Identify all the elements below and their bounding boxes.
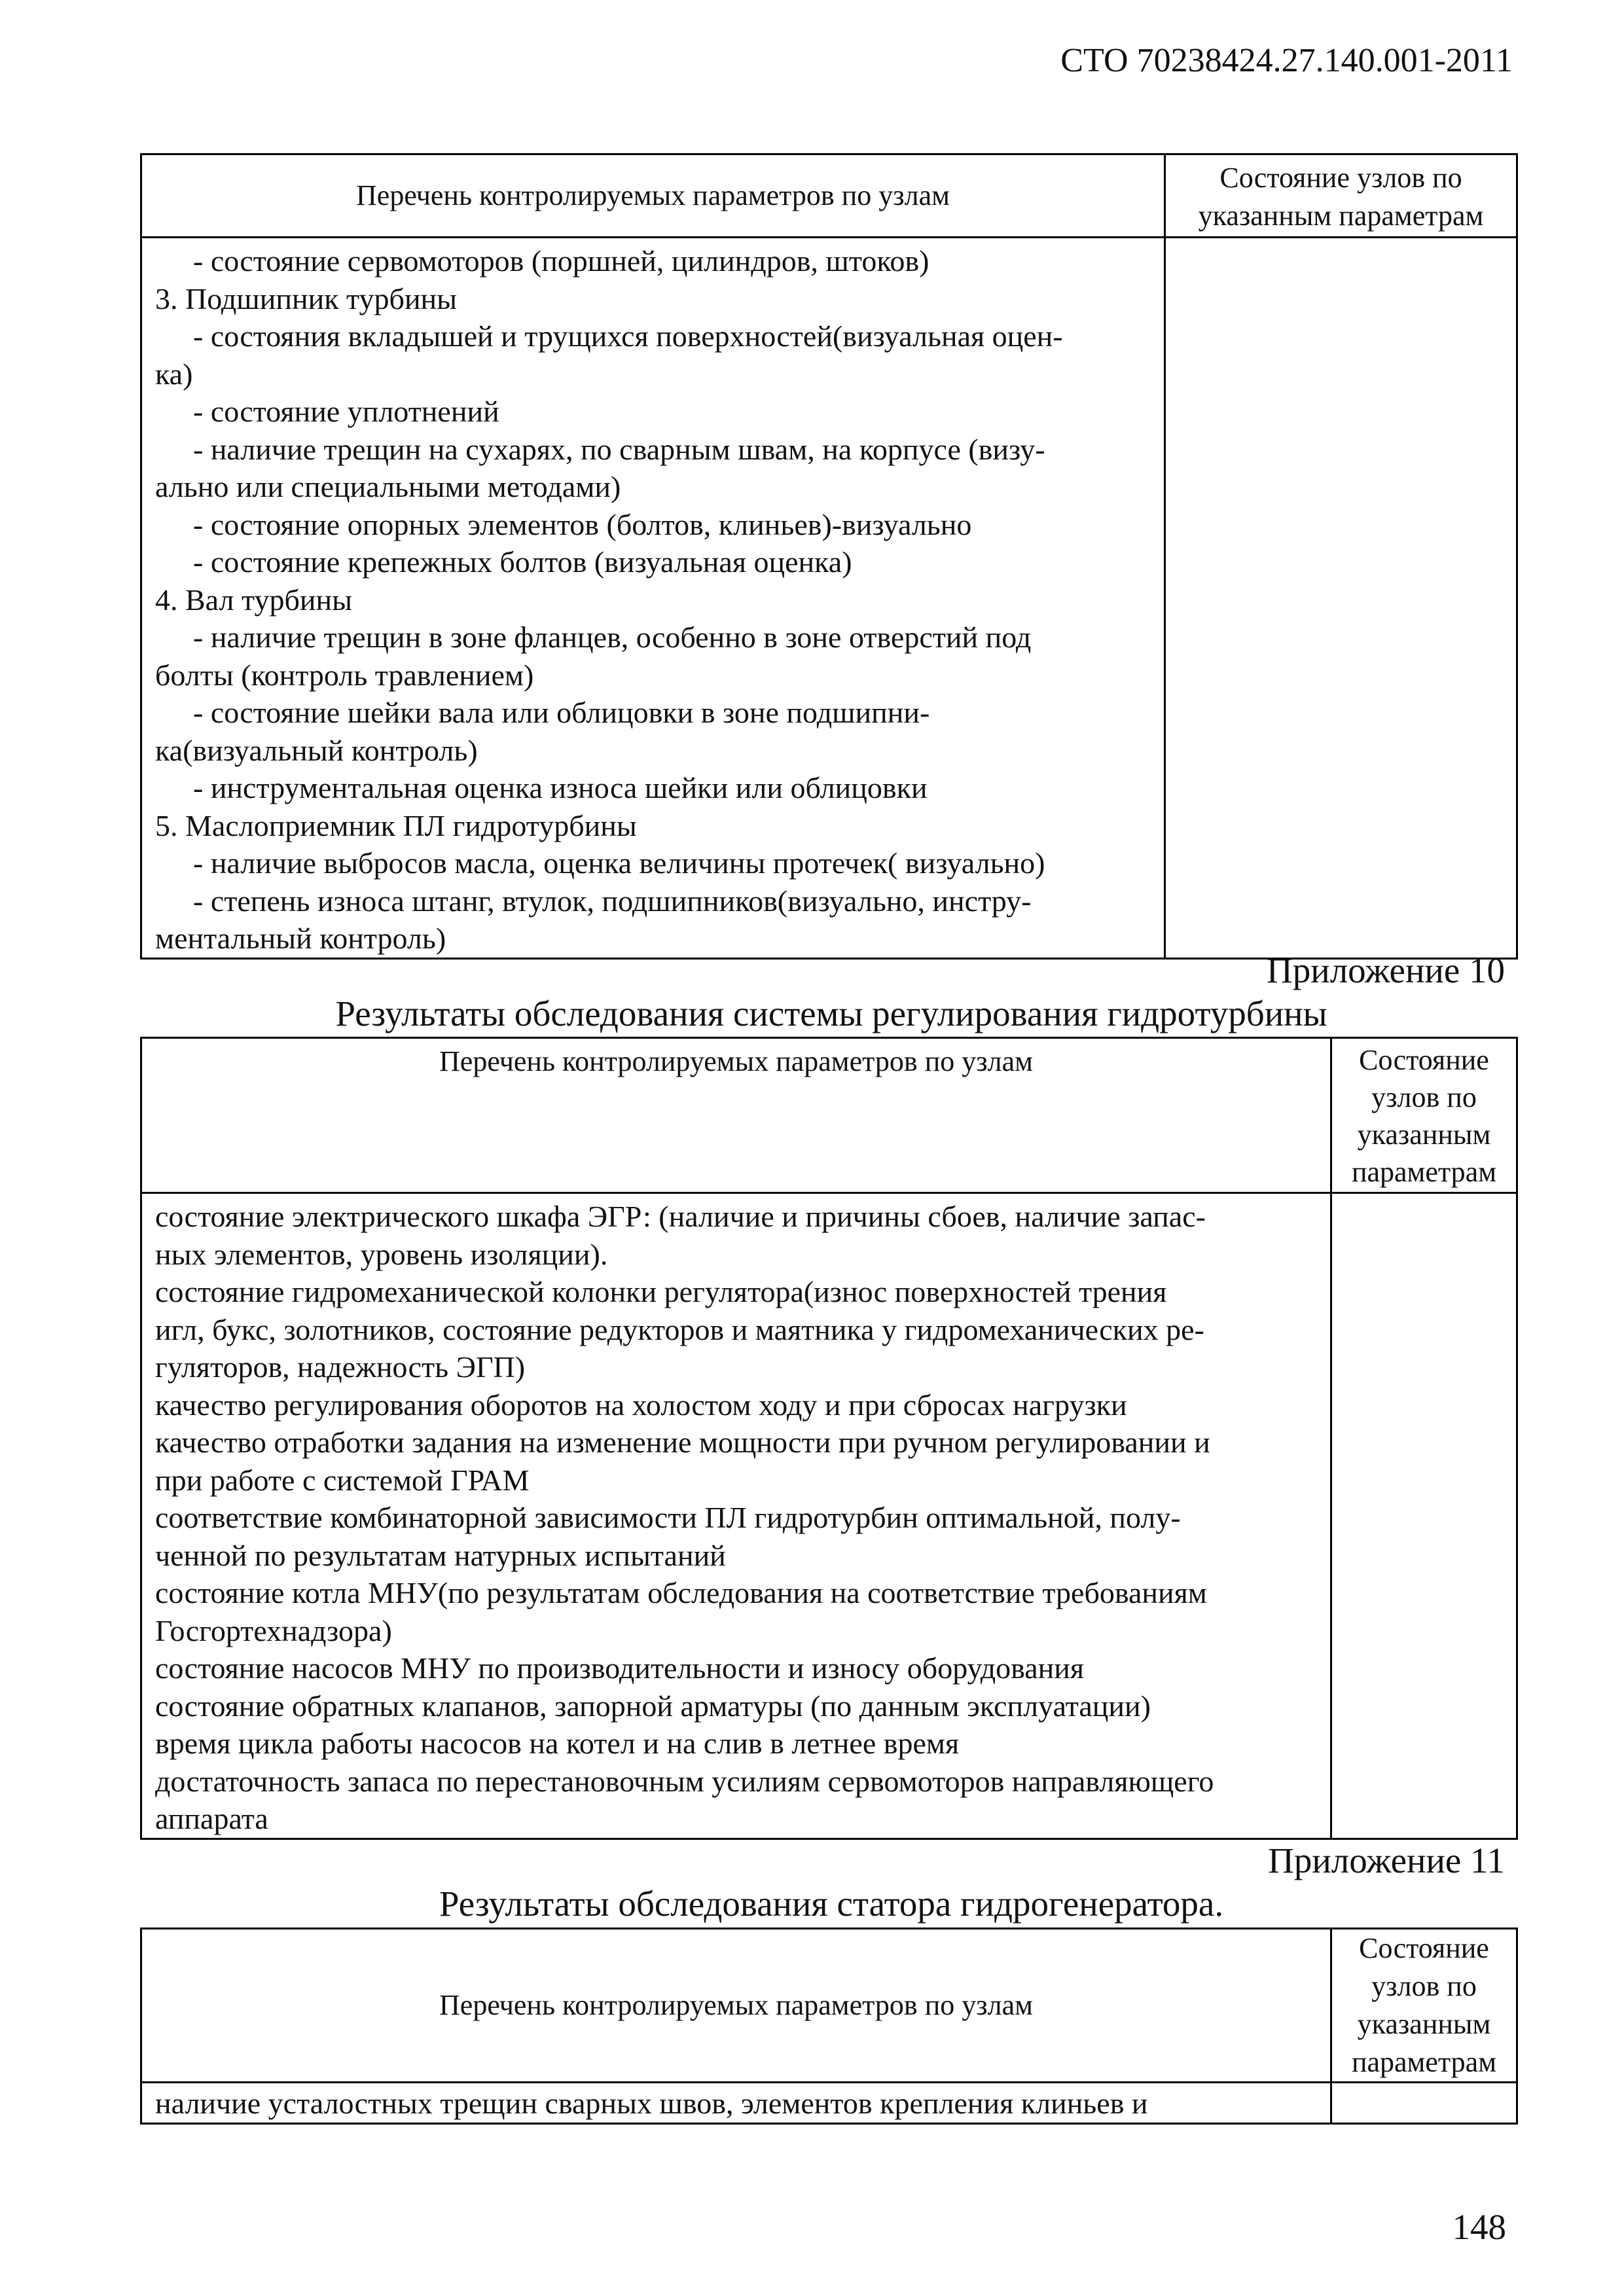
list-item: гуляторов, надежность ЭГП)	[155, 1350, 526, 1384]
table-body-row	[141, 2083, 1517, 2124]
list-item: - наличие выбросов масла, оценка величины протечек( визуально)	[193, 846, 1045, 880]
list-item: аппарата	[155, 1802, 268, 1835]
list-item: - состояния вкладышей и трущихся поверхностей(визуальная оцен-	[193, 319, 1063, 353]
list-item: ных элементов, уровень изоляции).	[155, 1237, 608, 1271]
list-item: Госгортехнадзора)	[155, 1613, 392, 1647]
header-line: Состояние	[1359, 1932, 1489, 1964]
table-regulation-system	[140, 1037, 1518, 1840]
column-header-state	[1165, 154, 1517, 238]
list-item: состояние электрического шкафа ЭГР: (наличие и причины сбоев, наличие запас-	[155, 1200, 1206, 1233]
list-item: состояние обратных клапанов, запорной арматуры (по данным эксплуатации)	[155, 1689, 1151, 1723]
document-code: СТО 70238424.27.140.001-2011	[1060, 42, 1513, 79]
list-item: время цикла работы насосов на котел и на слив в летнее время	[155, 1727, 960, 1760]
list-item: игл, букс, золотников, состояние редукторов и маятника у гидромеханических ре-	[155, 1312, 1204, 1346]
list-item: состояние котла МНУ(по результатам обследования на соответствие требованиям	[155, 1576, 1207, 1609]
header-line: указанным параметрам	[1198, 200, 1484, 232]
list-item: ка)	[155, 357, 193, 391]
list-item: качество отработки задания на изменение мощности при ручном регулировании и	[155, 1426, 1210, 1459]
page-number: 148	[1452, 2207, 1506, 2247]
table-header-row	[141, 154, 1517, 238]
header-line: указанным	[1357, 2008, 1491, 2040]
column-header-state	[1331, 1929, 1517, 2083]
list-item: ченной по результатам натурных испытаний	[155, 1538, 726, 1572]
table-turbine-continuation	[140, 153, 1518, 960]
list-item: 3. Подшипник турбины	[155, 281, 458, 315]
list-item: - инструментальная оценка износа шейки или облицовки	[193, 771, 928, 804]
list-item: - наличие трещин в зоне фланцев, особенно в зоне отверстий под	[193, 620, 1032, 654]
list-item: - состояние крепежных болтов (визуальная оценка)	[193, 545, 852, 579]
list-item: - состояние сервомоторов (поршней, цилиндров, штоков)	[193, 244, 929, 278]
list-item: болты (контроль травлением)	[155, 658, 534, 692]
list-item: 4. Вал турбины	[155, 583, 352, 617]
state-cell-empty	[1331, 2083, 1517, 2124]
list-item: состояние насосов МНУ по производительности и износу оборудования	[155, 1651, 1085, 1685]
list-item: при работе с системой ГРАМ	[155, 1463, 530, 1497]
list-item: - наличие трещин на сухарях, по сварным швам, на корпусе (визу-	[193, 432, 1045, 466]
list-item: - состояние уплотнений	[193, 395, 499, 428]
list-item: соответствие комбинаторной зависимости ПЛ гидротурбин оптимальной, полу-	[155, 1501, 1181, 1534]
appendix-11-title: Результаты обследования статора гидрогенератора.	[439, 1884, 1224, 1924]
appendix-10-title: Результаты обследования системы регулирования гидротурбины	[335, 994, 1327, 1033]
list-item: 5. Маслоприемник ПЛ гидротурбины	[155, 808, 637, 842]
parameters-list	[141, 238, 1165, 959]
header-line: узлов по	[1371, 1970, 1477, 2002]
column-header-parameters: Перечень контролируемых параметров по узлам	[141, 1038, 1331, 1193]
state-cell-empty	[1331, 1193, 1517, 1839]
header-line: параметрам	[1351, 1156, 1497, 1188]
list-item: ка(визуальный контроль)	[155, 733, 478, 767]
appendix-11-label: Приложение 11	[1268, 1840, 1505, 1880]
parameters-list	[141, 2083, 1331, 2124]
parameters-list	[141, 1193, 1331, 1839]
table-body-row	[141, 238, 1517, 959]
list-item: ментальный контроль)	[155, 922, 446, 955]
list-item: качество регулирования оборотов на холостом ходу и при сбросах нагрузки	[155, 1388, 1127, 1422]
state-cell-empty	[1165, 238, 1517, 959]
header-line: Состояние	[1359, 1044, 1489, 1076]
header-line: Состояние узлов по	[1219, 162, 1462, 194]
list-item: наличие усталостных трещин сварных швов, элементов крепления клиньев и	[155, 2087, 1148, 2120]
column-header-parameters: Перечень контролируемых параметров по узлам	[141, 154, 1165, 238]
header-line: указанным	[1357, 1119, 1491, 1151]
table-header-row	[141, 1038, 1517, 1193]
list-item: - состояние опорных элементов (болтов, клиньев)-визуально	[193, 507, 972, 541]
header-line: узлов по	[1371, 1081, 1477, 1113]
table-stator	[140, 1928, 1518, 2125]
table-header-row	[141, 1929, 1517, 2083]
list-item: - степень износа штанг, втулок, подшипников(визуально, инстру-	[193, 884, 1032, 918]
list-item: ально или специальными методами)	[155, 470, 621, 503]
appendix-10-label: Приложение 10	[1267, 950, 1505, 990]
table-body-row	[141, 1193, 1517, 1839]
list-item: состояние гидромеханической колонки регулятора(износ поверхностей трения	[155, 1275, 1167, 1308]
column-header-state	[1331, 1038, 1517, 1193]
column-header-parameters: Перечень контролируемых параметров по узлам	[141, 1929, 1331, 2083]
header-line: параметрам	[1351, 2046, 1497, 2078]
list-item: достаточность запаса по перестановочным усилиям сервомоторов направляющего	[155, 1764, 1214, 1798]
list-item: - состояние шейки вала или облицовки в зоне подшипни-	[193, 696, 930, 729]
